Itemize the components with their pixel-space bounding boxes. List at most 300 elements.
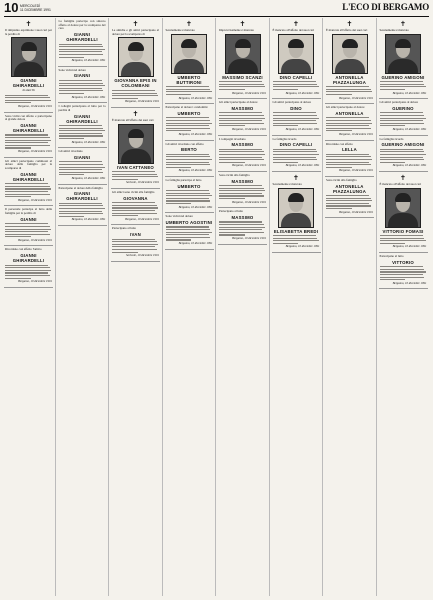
text-line — [59, 93, 85, 94]
text-line — [273, 123, 318, 124]
cross-icon: ✝ — [293, 20, 299, 28]
deceased-name: GIANNI GHIRARDELLI — [12, 253, 45, 264]
place-date: Bergamo, 10 dicembre 1991 — [339, 131, 373, 136]
obituary-notice — [325, 104, 374, 140]
notice-text: Le amiche e gli amici partecipano al dolore per la scomparsa di — [112, 28, 159, 36]
notice-text: È mancato all'affetto dei suoi cari — [379, 181, 421, 186]
text-line — [5, 194, 50, 195]
text-line — [59, 167, 105, 168]
text-line — [219, 159, 264, 160]
text-line — [380, 149, 423, 150]
text-line — [273, 238, 318, 239]
text-line — [380, 157, 423, 158]
text-line — [219, 151, 264, 152]
text-line — [273, 149, 316, 150]
place-date: Bergamo, 10 dicembre 1991 — [178, 168, 213, 173]
place-date: Bergamo, 10 dicembre 1991 — [71, 139, 106, 144]
notice-text: Il personale partecipa al lutto della famiglia per la perdita di — [5, 207, 52, 216]
deceased-name: VITTORIO — [392, 259, 414, 265]
text-line — [5, 97, 50, 98]
text-line — [219, 81, 262, 82]
text-line — [273, 84, 318, 85]
obituary-notice — [272, 172, 321, 253]
place-date: Bergamo, 10 dicembre 1991 — [232, 126, 266, 131]
notice-text: È mancato all'affetto dei suoi cari — [112, 117, 154, 122]
obituary-notice — [272, 136, 321, 172]
text-line — [380, 81, 423, 82]
text-line — [273, 240, 319, 241]
notice-text: Gli amici ricordano con affetto — [165, 141, 204, 146]
notice-text: Partecipano al dolore i condomini — [165, 105, 208, 110]
place-date: Bergamo, 10 dicembre 1991 — [339, 209, 373, 214]
cross-icon: ✝ — [132, 109, 139, 118]
text-line — [273, 159, 318, 160]
fine-print — [380, 112, 427, 126]
text-line — [59, 211, 102, 212]
date-weekday: MERCOLEDÌ — [20, 4, 41, 8]
text-line — [166, 203, 192, 204]
deceased-name: MASSIMO — [231, 105, 254, 111]
place-date: Bergamo, 10 dicembre 1991 — [392, 244, 427, 249]
fine-print — [380, 266, 427, 280]
obituary-notice — [4, 158, 53, 207]
text-line — [5, 234, 50, 235]
notice-text: Sono vicini nel dolore — [58, 67, 86, 72]
place-date: Bergamo, 10 dicembre 1991 — [392, 126, 427, 131]
notice-text: La famiglia ricorda — [272, 136, 297, 141]
text-line — [166, 86, 209, 87]
notice-text: La famiglia partecipa al lutto — [165, 177, 202, 182]
text-line — [166, 154, 209, 155]
text-line — [326, 156, 371, 157]
obituary-notice — [58, 67, 107, 103]
text-line — [219, 198, 245, 199]
text-line — [166, 123, 212, 124]
text-line — [5, 188, 51, 189]
text-line — [166, 89, 211, 90]
text-line — [112, 176, 158, 177]
deceased-name: DINO CAPELLI — [279, 74, 313, 80]
place-date: Bergamo, 10 dicembre 1991 — [71, 175, 106, 180]
place-date: Bergamo, 10 dicembre 1991 — [285, 126, 320, 131]
fine-print — [112, 239, 159, 253]
notice-text: Sono vicini nel dolore — [165, 214, 193, 219]
text-line — [5, 137, 50, 138]
text-line — [59, 80, 102, 81]
text-line — [166, 232, 212, 233]
place-date: Bergamo, 10 dicembre 1991 — [178, 131, 213, 136]
text-line — [380, 240, 426, 241]
obituary-notice — [165, 213, 214, 249]
text-line — [59, 130, 105, 131]
notice-text: La famiglia ricorda — [379, 136, 404, 141]
fine-print — [219, 112, 266, 126]
text-line — [5, 100, 51, 101]
text-line — [380, 89, 406, 90]
cross-icon: ✝ — [293, 173, 299, 182]
deceased-name: DINO CAPELLI — [279, 142, 313, 148]
place-date: Bergamo, 10 dicembre 1991 — [285, 163, 320, 168]
place-date: Bergamo, 10 dicembre 1991 — [178, 241, 213, 246]
text-line — [219, 195, 264, 196]
place-date: Bergamo, 10 dicembre 1991 — [285, 244, 320, 249]
obituary-notice — [325, 18, 374, 104]
deceased-name: MASSIMO — [231, 214, 254, 220]
text-line — [112, 239, 155, 240]
portrait-photo — [11, 37, 47, 77]
text-line — [273, 86, 319, 87]
text-line — [112, 93, 157, 94]
fine-print — [166, 226, 213, 240]
obituary-columns — [4, 18, 429, 596]
deceased-name: GIANNI GHIRARDELLI — [12, 122, 45, 133]
obituary-notice — [111, 189, 160, 225]
cross-icon: ✝ — [25, 20, 32, 28]
text-line — [273, 235, 316, 236]
fine-print — [59, 125, 106, 139]
text-line — [59, 128, 104, 129]
text-line — [219, 149, 262, 150]
text-line — [273, 112, 316, 113]
text-line — [326, 200, 372, 201]
fine-print — [5, 223, 52, 237]
portrait-photo — [332, 34, 368, 74]
text-line — [112, 241, 157, 242]
text-line — [219, 157, 262, 158]
fine-print — [5, 134, 52, 148]
obituary-notice — [272, 99, 321, 135]
notice-text: Sono vicini con affetto e partecipano al grande dolore — [5, 113, 52, 122]
text-line — [5, 272, 48, 273]
text-line — [166, 128, 211, 129]
text-line — [219, 193, 262, 194]
notice-text: Partecipano al lutto — [379, 254, 404, 259]
fine-print — [166, 117, 213, 131]
place-date: Bergamo, 10 dicembre 1991 — [232, 199, 266, 204]
text-line — [166, 234, 209, 235]
deceased-name: GIANNI — [73, 73, 91, 79]
text-line — [5, 275, 50, 276]
place-date: Bergamo, 10 dicembre 1991 — [178, 204, 213, 209]
text-line — [166, 117, 209, 118]
notice-text: Serenamente è mancato — [379, 28, 409, 32]
text-line — [59, 135, 104, 136]
text-line — [166, 156, 211, 157]
notice-text: Sono vicini alla famiglia — [219, 172, 250, 177]
fine-print — [219, 185, 266, 199]
deceased-name: UMBERTO BUTTIRONI — [176, 74, 202, 85]
text-line — [59, 172, 104, 173]
obituary-notice — [4, 113, 53, 158]
text-line — [219, 89, 245, 90]
deceased-name: IVAN — [130, 232, 141, 238]
fine-print — [5, 265, 52, 279]
place-date: Bergamo, 10 dicembre 1991 — [392, 280, 427, 285]
fine-print — [112, 90, 159, 99]
obituary-notice — [272, 18, 321, 99]
column-5 — [218, 18, 270, 596]
deceased-name: GIANNI GHIRARDELLI — [66, 32, 98, 43]
fine-print — [166, 86, 213, 95]
text-line — [273, 157, 316, 158]
text-line — [273, 89, 299, 90]
text-line — [219, 221, 262, 222]
text-line — [219, 224, 264, 225]
text-line — [5, 183, 48, 184]
cross-icon: ✝ — [400, 173, 406, 182]
text-line — [219, 154, 265, 155]
place-date: Bergamo, 10 dicembre 1991 — [18, 103, 52, 108]
fine-print — [273, 112, 320, 126]
obituary-notice — [58, 103, 107, 148]
text-line — [326, 94, 352, 95]
fine-print — [59, 203, 106, 217]
text-line — [219, 120, 262, 121]
column-1 — [4, 18, 56, 596]
text-line — [219, 115, 264, 116]
column-8 — [379, 18, 430, 596]
deceased-name: GUERINO AMIGONI — [381, 74, 425, 80]
notice-text: Sono vicini alla famiglia — [326, 177, 357, 182]
text-line — [59, 205, 104, 206]
place-date: Bergamo, 10 dicembre 1991 — [178, 95, 213, 100]
deceased-name: VITTORIO FOMASI — [382, 228, 424, 234]
deceased-name: MASSIMO SCANZI — [222, 74, 263, 80]
text-line — [380, 120, 423, 121]
obituary-notice — [325, 177, 374, 218]
text-line — [380, 84, 425, 85]
fine-print — [326, 154, 373, 168]
cross-icon: ✝ — [400, 20, 406, 28]
text-line — [112, 174, 157, 175]
text-line — [166, 125, 209, 126]
notice-text: Ricordano con affetto l'amico — [5, 247, 42, 252]
text-line — [112, 213, 157, 214]
fine-print — [219, 81, 266, 90]
notice-text: La famiglia partecipa con sincero affetto al dolore per la scomparsa del caro — [58, 19, 106, 31]
place-date: Bergamo, 10 dicembre 1991 — [18, 237, 52, 242]
fine-print — [112, 171, 159, 180]
obituary-notice — [379, 18, 428, 99]
text-line — [166, 94, 192, 95]
text-line — [5, 140, 51, 141]
deceased-name: GIOVANNA — [123, 195, 148, 201]
portrait-photo — [171, 34, 207, 74]
fine-print — [326, 86, 373, 95]
text-line — [219, 185, 262, 186]
column-3 — [111, 18, 163, 596]
text-line — [5, 231, 48, 232]
text-line — [380, 118, 426, 119]
notice-text: I compagni ricordano — [219, 136, 246, 141]
text-line — [5, 145, 50, 146]
notice-text: È mancato all'affetto dei suoi cari — [272, 28, 314, 32]
notice-text: Partecipano al lutto — [112, 226, 137, 231]
notice-text: Gli amici sono vicini alla famiglia — [112, 190, 155, 195]
text-line — [326, 91, 372, 92]
text-line — [59, 46, 104, 47]
fine-print — [5, 183, 52, 197]
obituary-notice — [165, 104, 214, 140]
fine-print — [59, 44, 106, 58]
text-line — [326, 164, 371, 165]
deceased-name: LELLA — [342, 147, 357, 153]
text-line — [380, 86, 426, 87]
deceased-name: MASSIMO — [231, 142, 254, 148]
obituary-notice — [4, 246, 53, 287]
text-line — [5, 95, 48, 96]
text-line — [166, 229, 211, 230]
notice-text: Serenamente è mancato — [165, 28, 195, 32]
obituary-notice — [218, 136, 267, 172]
text-line — [59, 203, 102, 204]
fine-print — [219, 221, 266, 235]
obituary-notice — [111, 225, 160, 261]
text-line — [5, 267, 50, 268]
text-line — [5, 186, 50, 187]
place-date: Bergamo, 10 dicembre 1991 — [71, 58, 106, 63]
obituary-notice — [165, 141, 214, 177]
text-line — [166, 190, 209, 191]
deceased-name: GIANNI — [73, 154, 91, 160]
fine-print — [166, 154, 213, 168]
text-line — [219, 232, 264, 233]
obituary-notice — [379, 172, 428, 253]
text-line — [59, 133, 102, 134]
text-line — [326, 195, 369, 196]
obituary-notice — [58, 185, 107, 226]
text-line — [5, 223, 48, 224]
text-line — [59, 164, 104, 165]
place-date: Bergamo, 10 dicembre 1991 — [339, 95, 373, 100]
obituary-notice — [218, 99, 267, 135]
obituary-notice — [111, 108, 160, 189]
text-line — [380, 112, 423, 113]
text-line — [166, 195, 212, 196]
text-line — [59, 161, 102, 162]
place-date: Bergamo, 10 dicembre 1991 — [125, 99, 159, 104]
text-line — [326, 117, 369, 118]
place-date: Bergamo, 10 dicembre 1991 — [392, 163, 427, 168]
place-date: Bergamo, 10 dicembre 1991 — [285, 90, 320, 95]
deceased-name: UMBERTO AGOSTINI — [165, 219, 213, 225]
place-date: Bergamo, 10 dicembre 1991 — [125, 216, 159, 221]
deceased-name: GIANNI GHIRARDELLI — [66, 191, 98, 202]
date-line — [20, 4, 51, 12]
fine-print — [219, 149, 266, 163]
notice-text: Improvvisamente è mancato — [219, 28, 255, 32]
text-line — [326, 86, 369, 87]
text-line — [380, 151, 425, 152]
deceased-name: GIANNI GHIRARDELLI — [66, 113, 98, 124]
obituary-notice — [379, 253, 428, 289]
fine-print — [273, 149, 320, 163]
text-line — [59, 83, 104, 84]
text-line — [326, 198, 371, 199]
text-line — [273, 154, 319, 155]
text-line — [219, 188, 264, 189]
obituary-notice — [325, 141, 374, 177]
text-line — [380, 235, 423, 236]
text-line — [5, 265, 48, 266]
text-line — [166, 193, 211, 194]
text-line — [5, 134, 48, 135]
obituary-notice — [379, 136, 428, 172]
text-line — [380, 277, 425, 278]
deceased-name: GUERINO AMIGONI — [381, 142, 425, 148]
fine-print — [273, 81, 320, 90]
text-line — [219, 123, 264, 124]
text-line — [112, 90, 155, 91]
text-line — [112, 210, 155, 211]
notice-text: Gli amici partecipano al dolore — [272, 100, 311, 105]
text-line — [380, 274, 423, 275]
text-line — [59, 125, 102, 126]
text-line — [59, 213, 104, 214]
cross-icon: ✝ — [239, 20, 246, 28]
text-line — [112, 244, 158, 245]
cross-icon: ✝ — [132, 20, 139, 28]
notice-text: È mancata all'affetto dei suoi cari — [326, 28, 368, 32]
deceased-name: ANTONELLA — [335, 110, 364, 116]
deceased-name: GUERINO — [392, 105, 414, 111]
notice-text: Partecipano al lutto — [219, 209, 244, 214]
portrait-photo — [118, 37, 154, 77]
text-line — [380, 238, 425, 239]
text-line — [273, 151, 318, 152]
text-line — [59, 49, 105, 50]
place-date: Bergamo, 10 dicembre 1991 — [232, 163, 266, 168]
deceased-name: ANTONELLA PIAZZALUNGA — [333, 74, 366, 85]
text-line — [59, 169, 102, 170]
text-line — [219, 86, 265, 87]
notice-text: Partecipano al dolore della famiglia — [58, 185, 103, 190]
place-date: Bergamo, 10 dicembre 1991 — [232, 90, 266, 95]
deceased-name: GIANNI — [20, 216, 37, 222]
text-line — [326, 125, 369, 126]
place-date: Bergamo, 10 dicembre 1991 — [18, 149, 52, 154]
text-line — [380, 115, 425, 116]
deceased-name: BERTO — [181, 147, 197, 153]
notice-text: Serenamente è mancata — [272, 181, 302, 186]
fine-print — [326, 117, 373, 131]
place-date: Bergamo, 10 dicembre 1991 — [18, 279, 52, 284]
notice-text: Gli amici ricordano — [58, 149, 83, 154]
notice-age: di anni 56 — [22, 88, 35, 93]
text-line — [326, 89, 371, 90]
place-date: Bergamo, 10 dicembre 1991 — [339, 168, 373, 173]
obituary-notice — [4, 18, 53, 113]
place-date: Bergamo, 10 dicembre 1991 — [232, 236, 266, 241]
obituary-notice — [218, 172, 267, 208]
text-line — [166, 159, 212, 160]
deceased-name: UMBERTO — [177, 110, 201, 116]
text-line — [112, 95, 158, 96]
deceased-name: GIOVANNA EPIS IN COLOMBANI — [114, 78, 157, 89]
text-line — [219, 190, 265, 191]
text-line — [326, 154, 369, 155]
cross-icon: ✝ — [346, 20, 353, 28]
place-date: Bergamo, 10 dicembre 1991 — [71, 217, 106, 222]
page-number: 10 — [4, 0, 19, 15]
text-line — [326, 128, 371, 129]
obituary-notice — [58, 18, 107, 67]
date-full: 11 DICEMBRE 1991 — [20, 8, 51, 12]
cross-icon: ✝ — [186, 20, 192, 28]
text-line — [112, 249, 157, 250]
portrait-photo — [385, 34, 421, 74]
text-line — [380, 271, 426, 272]
